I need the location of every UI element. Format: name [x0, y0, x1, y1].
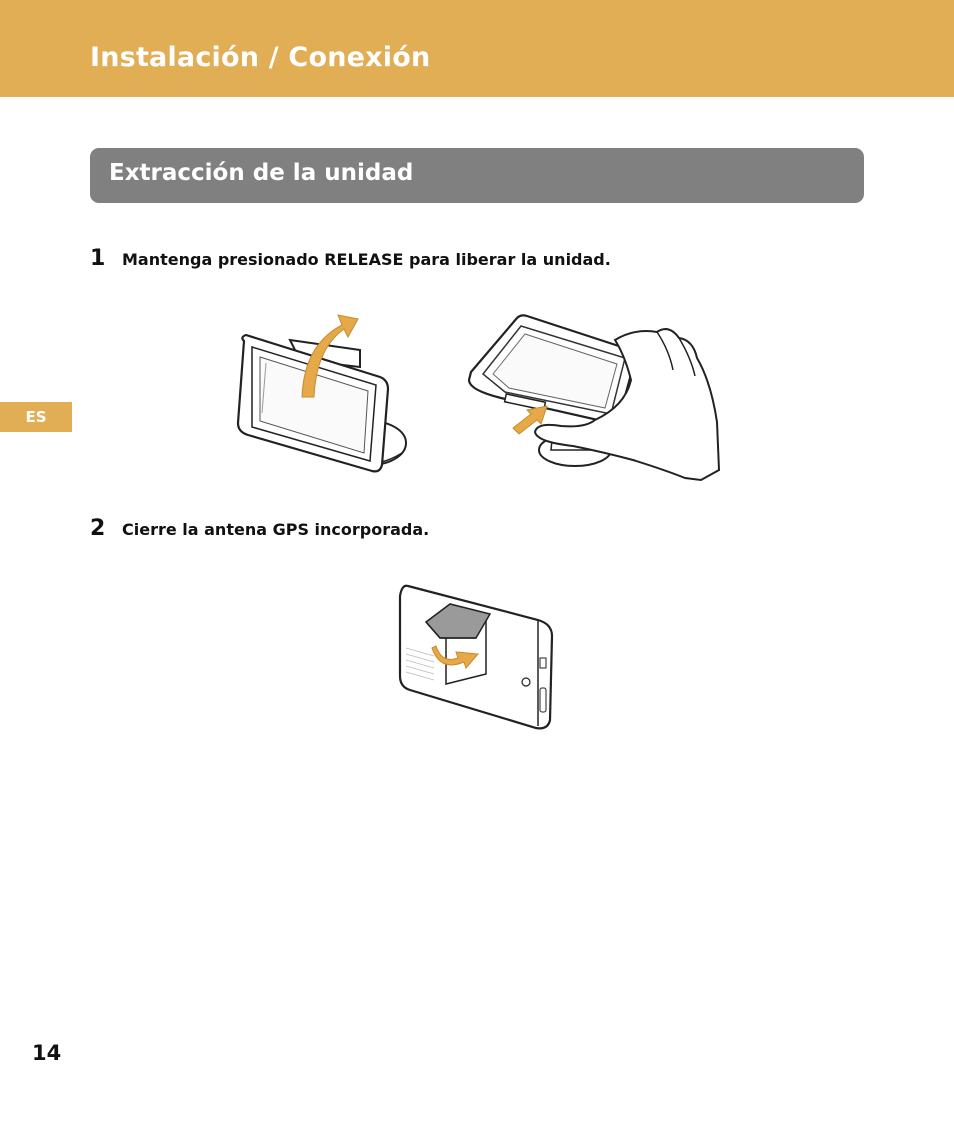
header-band — [0, 0, 954, 97]
illustration-close-gps-antenna — [398, 580, 556, 732]
section-title: Extracción de la unidad — [109, 160, 414, 186]
illustration-lift-unit — [230, 305, 415, 480]
step-1-text: Mantenga presionado RELEASE para liberar la unidad. — [122, 250, 611, 269]
step-2-number: 2 — [90, 516, 106, 541]
illustration-press-release — [465, 310, 725, 482]
page-title: Instalación / Conexión — [90, 42, 431, 73]
step-2-text: Cierre la antena GPS incorporada. — [122, 520, 430, 539]
step-1-number: 1 — [90, 246, 106, 271]
page-number: 14 — [32, 1041, 62, 1065]
section-header — [90, 148, 864, 203]
language-tab: ES — [0, 402, 72, 432]
